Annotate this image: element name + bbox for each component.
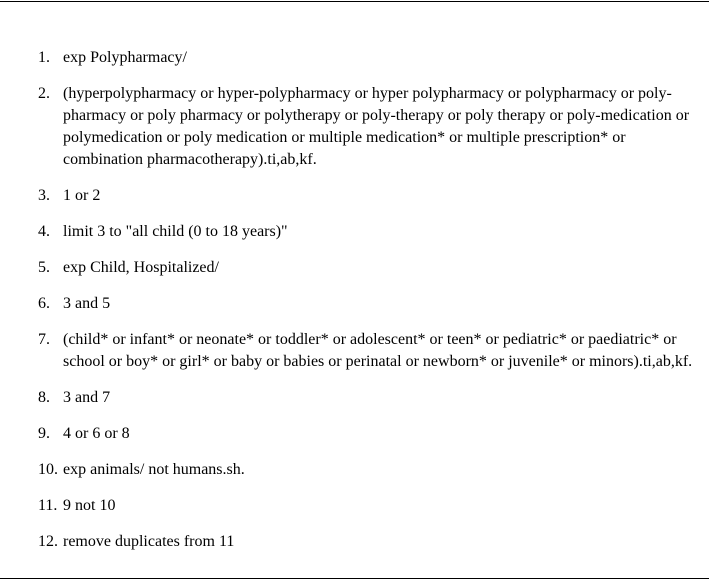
step-number: 10.: [38, 461, 58, 478]
list-item: [38, 293, 700, 315]
top-rule: [0, 1, 709, 2]
list-item: [38, 185, 700, 207]
step-number: 8.: [38, 389, 50, 406]
search-strategy-list: [38, 47, 700, 567]
step-text: 4 or 6 or 8: [63, 425, 130, 442]
list-item: [38, 387, 700, 409]
list-item: [38, 257, 700, 279]
step-number: 3.: [38, 187, 50, 204]
step-text: 3 and 5: [63, 295, 111, 312]
list-item: [38, 459, 700, 481]
step-number: 2.: [38, 85, 50, 102]
step-number: 6.: [38, 295, 50, 312]
step-number: 5.: [38, 259, 50, 276]
step-text: exp animals/ not humans.sh.: [63, 461, 245, 478]
step-text: 9 not 10: [63, 497, 116, 514]
step-number: 9.: [38, 425, 50, 442]
list-item: [38, 47, 700, 69]
list-item: [38, 495, 700, 517]
bottom-rule: [0, 578, 709, 579]
step-text: exp Polypharmacy/: [63, 49, 187, 66]
step-number: 11.: [38, 497, 58, 514]
step-number: 4.: [38, 223, 50, 240]
step-text: 1 or 2: [63, 187, 101, 204]
list-item: [38, 221, 700, 243]
step-number: 1.: [38, 49, 50, 66]
list-item: [38, 423, 700, 445]
step-text: exp Child, Hospitalized/: [63, 259, 219, 276]
step-text: limit 3 to "all child (0 to 18 years)": [63, 223, 288, 240]
step-text: remove duplicates from 11: [63, 533, 235, 550]
step-number: 12.: [38, 533, 58, 550]
step-number: 7.: [38, 331, 50, 348]
step-text: 3 and 7: [63, 389, 111, 406]
step-text: (child* or infant* or neonate* or toddler* or adolescent* or teen* or pediatric* or paediatric* or school or boy* or girl* or baby or babies or perinatal or newborn* or juvenile* or minors).ti,ab,kf.: [63, 331, 693, 370]
list-item: [38, 329, 700, 373]
list-item: [38, 83, 700, 171]
list-item: [38, 531, 700, 553]
step-text: (hyperpolypharmacy or hyper-polypharmacy or hyper polypharmacy or polypharmacy or poly-pharmacy or poly pharmacy or polytherapy or poly-therapy or poly therapy or poly-medication or polymedication or poly medication or multiple medication* or multiple prescription* or combination pharmacotherapy).ti,ab,kf.: [63, 85, 690, 168]
